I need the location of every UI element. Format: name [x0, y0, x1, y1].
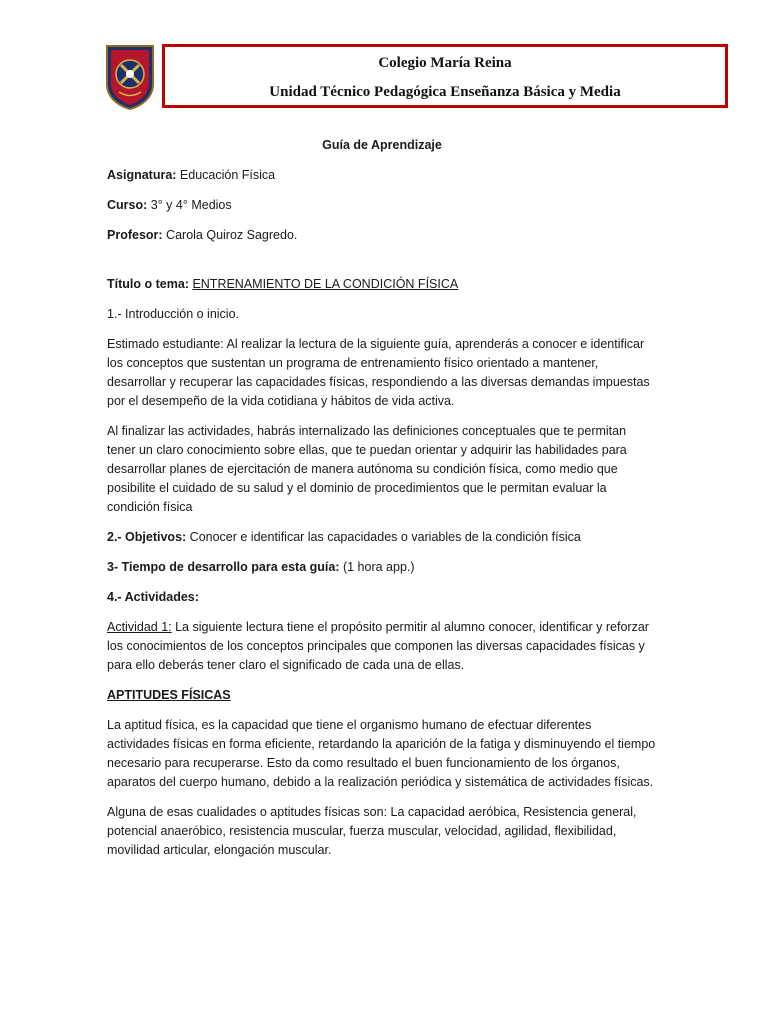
subject-line — [107, 166, 657, 185]
course-label: Curso: — [107, 198, 148, 212]
topic-label: Título o tema: — [107, 277, 189, 291]
time-value: (1 hora app.) — [339, 560, 415, 574]
topic-value: ENTRENAMIENTO DE LA CONDICIÓN FÍSICA — [192, 277, 459, 291]
subject-label: Asignatura: — [107, 168, 177, 182]
aptitudes-paragraph-1: La aptitud física, es la capacidad que tiene el organismo humano de efectuar diferentes actividades físicas en forma eficiente, retardando la aparición de la fatiga y disminuyendo el tiempo necesario para recuperarse. Esto da como resultado el buen funcionamiento de los órganos, aparatos del cuerpo humano, debido a la realización periódica y sistemática de actividades físicas. — [107, 718, 656, 789]
subject-value: Educación Física — [176, 168, 276, 182]
course-value: 3° y 4° Medios — [147, 198, 232, 212]
objectives-label: 2.- Objetivos: — [107, 530, 187, 544]
document-title: Guía de Aprendizaje — [322, 138, 442, 152]
school-header-box — [162, 44, 728, 108]
aptitudes-paragraph-2: Alguna de esas cualidades o aptitudes físicas son: La capacidad aeróbica, Resistencia general, potencial anaeróbico, resistencia muscular, fuerza muscular, velocidad, agilidad, flexibilidad, movilidad articular, elongación muscular. — [107, 805, 637, 857]
activity1-text: La siguiente lectura tiene el propósito permitir al alumno conocer, identificar y reforzar los conocimientos de los conceptos principales que componen las diversas capacidades físicas y para ello deberás tener claro el significado de cada una de ellas. — [107, 620, 649, 672]
activity1-label: Actividad 1: — [107, 620, 172, 634]
document-body — [107, 136, 657, 871]
teacher-label: Profesor: — [107, 228, 163, 242]
time-line — [107, 558, 657, 577]
activity1-paragraph — [107, 618, 657, 675]
objectives-value: Conocer e identificar las capacidades o variables de la condición física — [186, 530, 581, 544]
course-line — [107, 196, 657, 215]
topic-line — [107, 275, 657, 294]
activities-heading: 4.- Actividades: — [107, 590, 199, 604]
intro-heading: 1.- Introducción o inicio. — [107, 307, 240, 321]
school-name: Colegio María Reina — [378, 55, 512, 71]
time-label: 3- Tiempo de desarrollo para esta guía: — [107, 560, 340, 574]
teacher-value: Carola Quiroz Sagredo. — [162, 228, 298, 242]
intro-paragraph-2: Al finalizar las actividades, habrás internalizado las definiciones conceptuales que te permitan tener un claro conocimiento sobre ellas, que te puedan orientar y adquirir las habilidades para desarrollar planes de ejercitación de manera autónoma su condición física, como medio que posibilite el cuidado de su salud y el dominio de procedimientos que le permitan evaluar la condición física — [107, 424, 627, 514]
school-crest-icon — [105, 44, 155, 110]
objectives-line — [107, 528, 657, 547]
intro-paragraph-1: Estimado estudiante: Al realizar la lectura de la siguiente guía, aprenderás a conocer e identificar los conceptos que sustentan un programa de entrenamiento físico orientado a mantener, desarrollar y recuperar las capacidades físicas, respondiendo a las diversas demandas impuestas por el desempeño de la vida cotidiana y hábitos de vida activa. — [107, 337, 650, 408]
teacher-line — [107, 226, 657, 245]
aptitudes-heading: APTITUDES FÍSICAS — [107, 688, 231, 702]
unit-name: Unidad Técnico Pedagógica Enseñanza Básica y Media — [269, 84, 621, 100]
